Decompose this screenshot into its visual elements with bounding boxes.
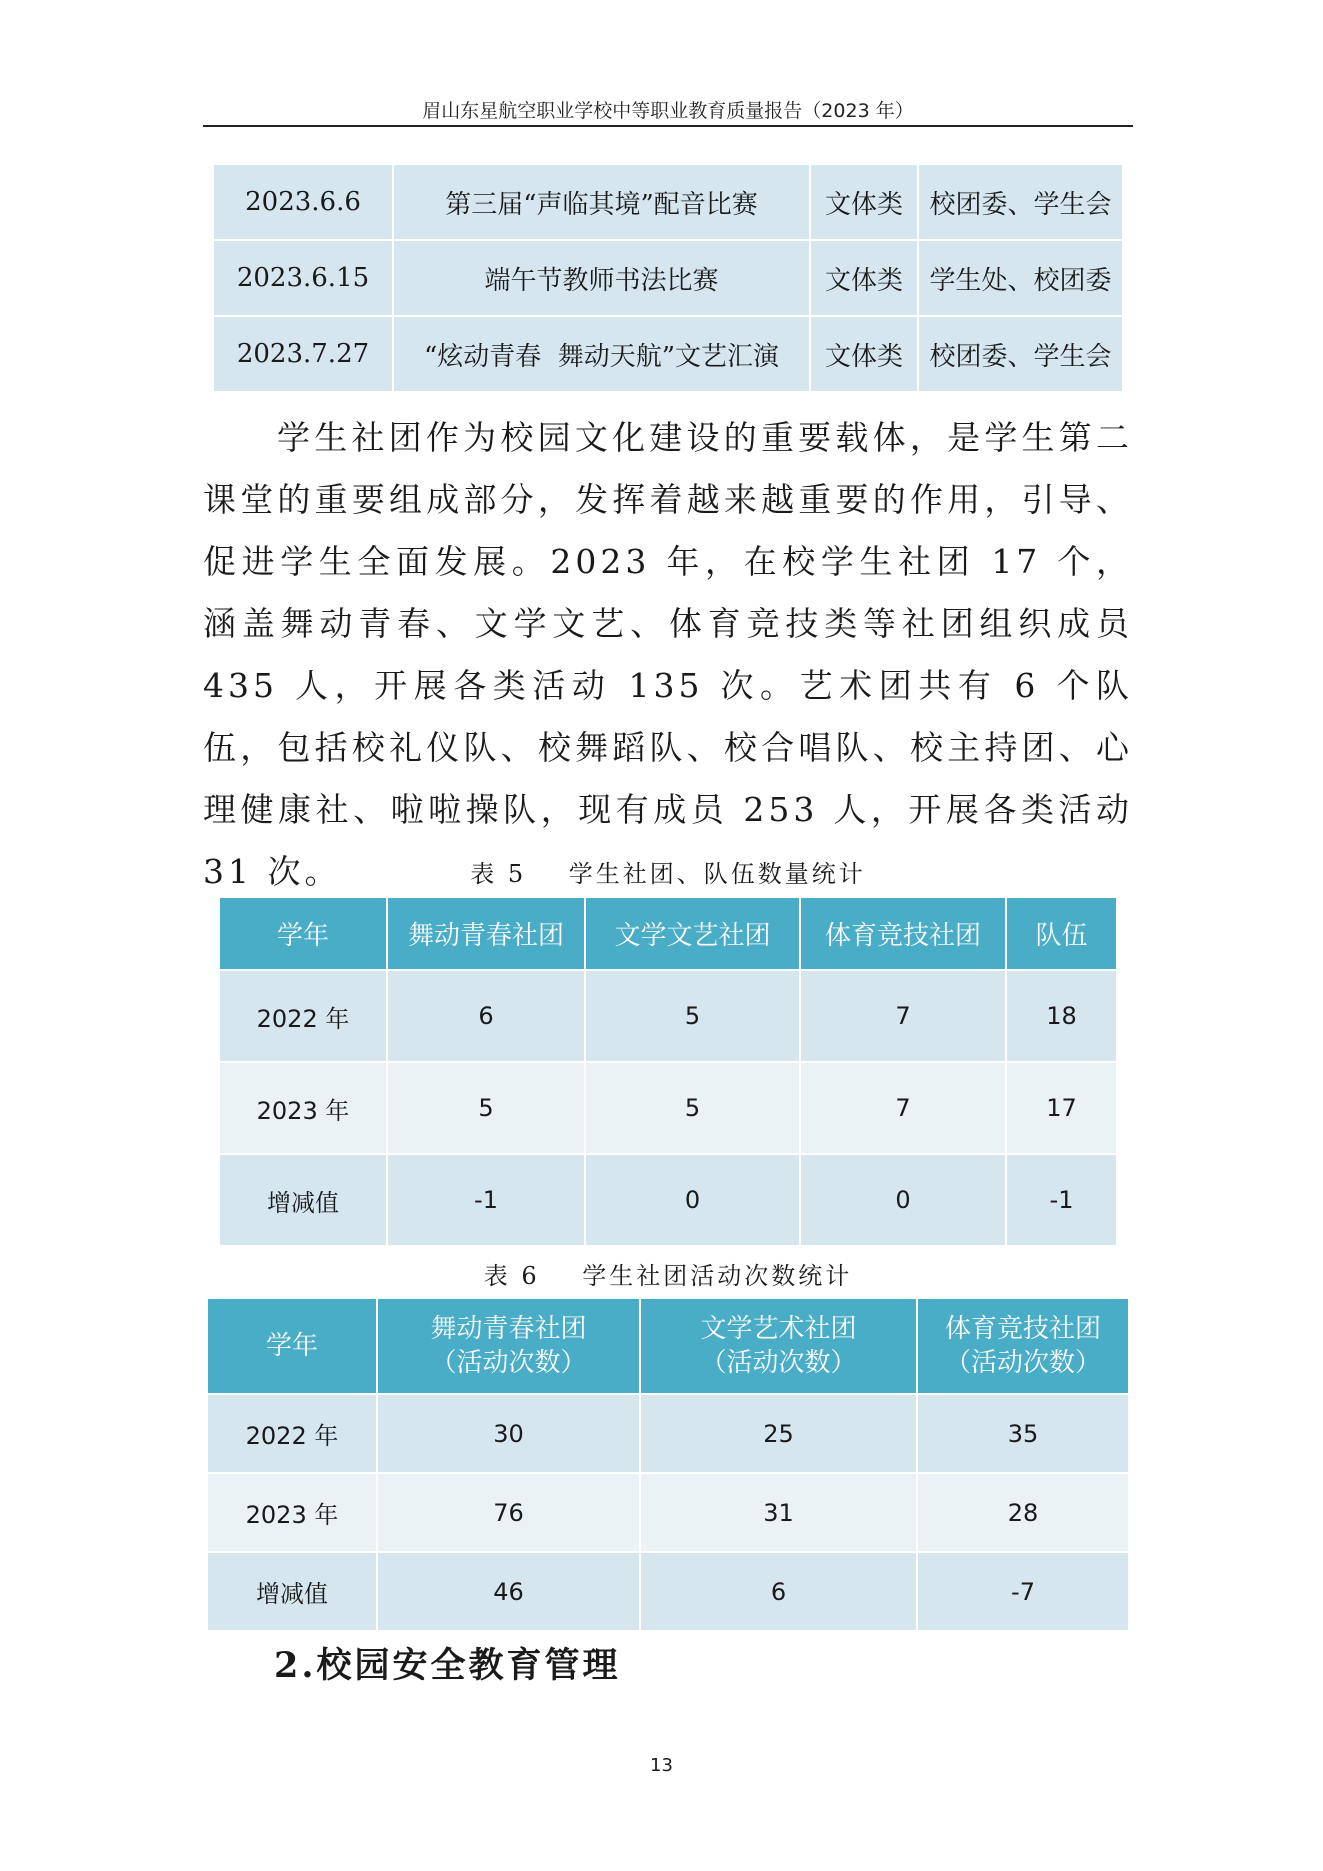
table-cell: 7 xyxy=(800,1062,1006,1154)
table-cell: 76 xyxy=(377,1473,640,1552)
event-organizer: 校团委、学生会 xyxy=(918,316,1123,392)
column-header: 文学文艺社团 xyxy=(585,897,800,970)
table-cell: 25 xyxy=(640,1394,917,1473)
table-cell: 增减值 xyxy=(219,1154,387,1246)
table5-caption: 表 5 学生社团、队伍数量统计 xyxy=(470,860,866,888)
column-header-line: 学年 xyxy=(265,1331,318,1361)
column-header-line: 文学艺术社团 xyxy=(700,1314,857,1344)
body-paragraph: 学生社团作为校园文化建设的重要载体，是学生第二课堂的重要组成部分，发挥着越来越重要的作用，引导、促进学生全面发展。2023 年，在校学生社团 17 个，涵盖舞动青春、文学文艺、体育竞技类等社团组织成员 435 人，开展各类活动 135 次。艺术团共有 6 个队伍，包括校礼仪队、校舞蹈队、校合唱队、校主持团、心理健康社、啦啦操队，现有成员 253 人，开展各类活动 31 次。 xyxy=(203,418,1133,891)
table-row xyxy=(213,164,1123,240)
event-type: 文体类 xyxy=(810,316,918,392)
table-cell: 5 xyxy=(585,970,800,1062)
table-cell: 6 xyxy=(387,970,585,1062)
table-cell: 2023 年 xyxy=(219,1062,387,1154)
page-number: 13 xyxy=(650,1755,673,1776)
page-header-title: 眉山东星航空职业学校中等职业教育质量报告（2023 年） xyxy=(422,100,914,122)
column-header: 学年 xyxy=(219,897,387,970)
event-organizer: 学生处、校团委 xyxy=(918,240,1123,316)
table-cell: 7 xyxy=(800,970,1006,1062)
table6-caption: 表 6 学生社团活动次数统计 xyxy=(483,1262,853,1290)
table-cell: 30 xyxy=(377,1394,640,1473)
club-activity-table xyxy=(206,1297,1130,1632)
table-row xyxy=(207,1473,1129,1552)
event-date: 2023.6.15 xyxy=(213,240,393,316)
table-cell: 增减值 xyxy=(207,1552,377,1631)
column-header xyxy=(917,1298,1129,1394)
table-cell: 28 xyxy=(917,1473,1129,1552)
table-header-row xyxy=(219,897,1117,970)
table-cell: 5 xyxy=(387,1062,585,1154)
table-cell: 0 xyxy=(800,1154,1006,1246)
event-name: 第三届“声临其境”配音比赛 xyxy=(393,164,810,240)
table-cell: -1 xyxy=(1006,1154,1117,1246)
event-date: 2023.7.27 xyxy=(213,316,393,392)
table-cell: 6 xyxy=(640,1552,917,1631)
event-name: “炫动青春 舞动天航”文艺汇演 xyxy=(393,316,810,392)
column-header-line: 舞动青春社团 xyxy=(430,1314,587,1344)
table-cell: 0 xyxy=(585,1154,800,1246)
column-header xyxy=(207,1298,377,1394)
table-row xyxy=(219,1154,1117,1246)
club-count-table xyxy=(218,896,1118,1247)
table-row xyxy=(219,1062,1117,1154)
event-type: 文体类 xyxy=(810,240,918,316)
table-cell: 5 xyxy=(585,1062,800,1154)
event-organizer: 校团委、学生会 xyxy=(918,164,1123,240)
column-header xyxy=(640,1298,917,1394)
column-header-subline: （活动次数） xyxy=(430,1348,587,1378)
table-cell: 17 xyxy=(1006,1062,1117,1154)
table-row xyxy=(219,970,1117,1062)
table-cell: 2022 年 xyxy=(219,970,387,1062)
table-cell: 46 xyxy=(377,1552,640,1631)
table-cell: 2023 年 xyxy=(207,1473,377,1552)
events-table xyxy=(212,163,1124,393)
table-cell: 2022 年 xyxy=(207,1394,377,1473)
table-cell: 35 xyxy=(917,1394,1129,1473)
table-cell: 18 xyxy=(1006,970,1117,1062)
table-cell: 31 xyxy=(640,1473,917,1552)
event-name: 端午节教师书法比赛 xyxy=(393,240,810,316)
table-row xyxy=(213,240,1123,316)
section-heading: 2.校园安全教育管理 xyxy=(274,1645,621,1686)
table-row xyxy=(207,1552,1129,1631)
table-cell: -7 xyxy=(917,1552,1129,1631)
event-date: 2023.6.6 xyxy=(213,164,393,240)
header-rule xyxy=(203,125,1133,127)
column-header: 舞动青春社团 xyxy=(387,897,585,970)
column-header: 体育竞技社团 xyxy=(800,897,1006,970)
event-type: 文体类 xyxy=(810,164,918,240)
table-cell: -1 xyxy=(387,1154,585,1246)
column-header-subline: （活动次数） xyxy=(700,1348,857,1378)
table-row xyxy=(207,1394,1129,1473)
table-header-row xyxy=(207,1298,1129,1394)
column-header: 队伍 xyxy=(1006,897,1117,970)
table-row xyxy=(213,316,1123,392)
column-header-subline: （活动次数） xyxy=(944,1348,1101,1378)
column-header xyxy=(377,1298,640,1394)
column-header-line: 体育竞技社团 xyxy=(944,1314,1101,1344)
